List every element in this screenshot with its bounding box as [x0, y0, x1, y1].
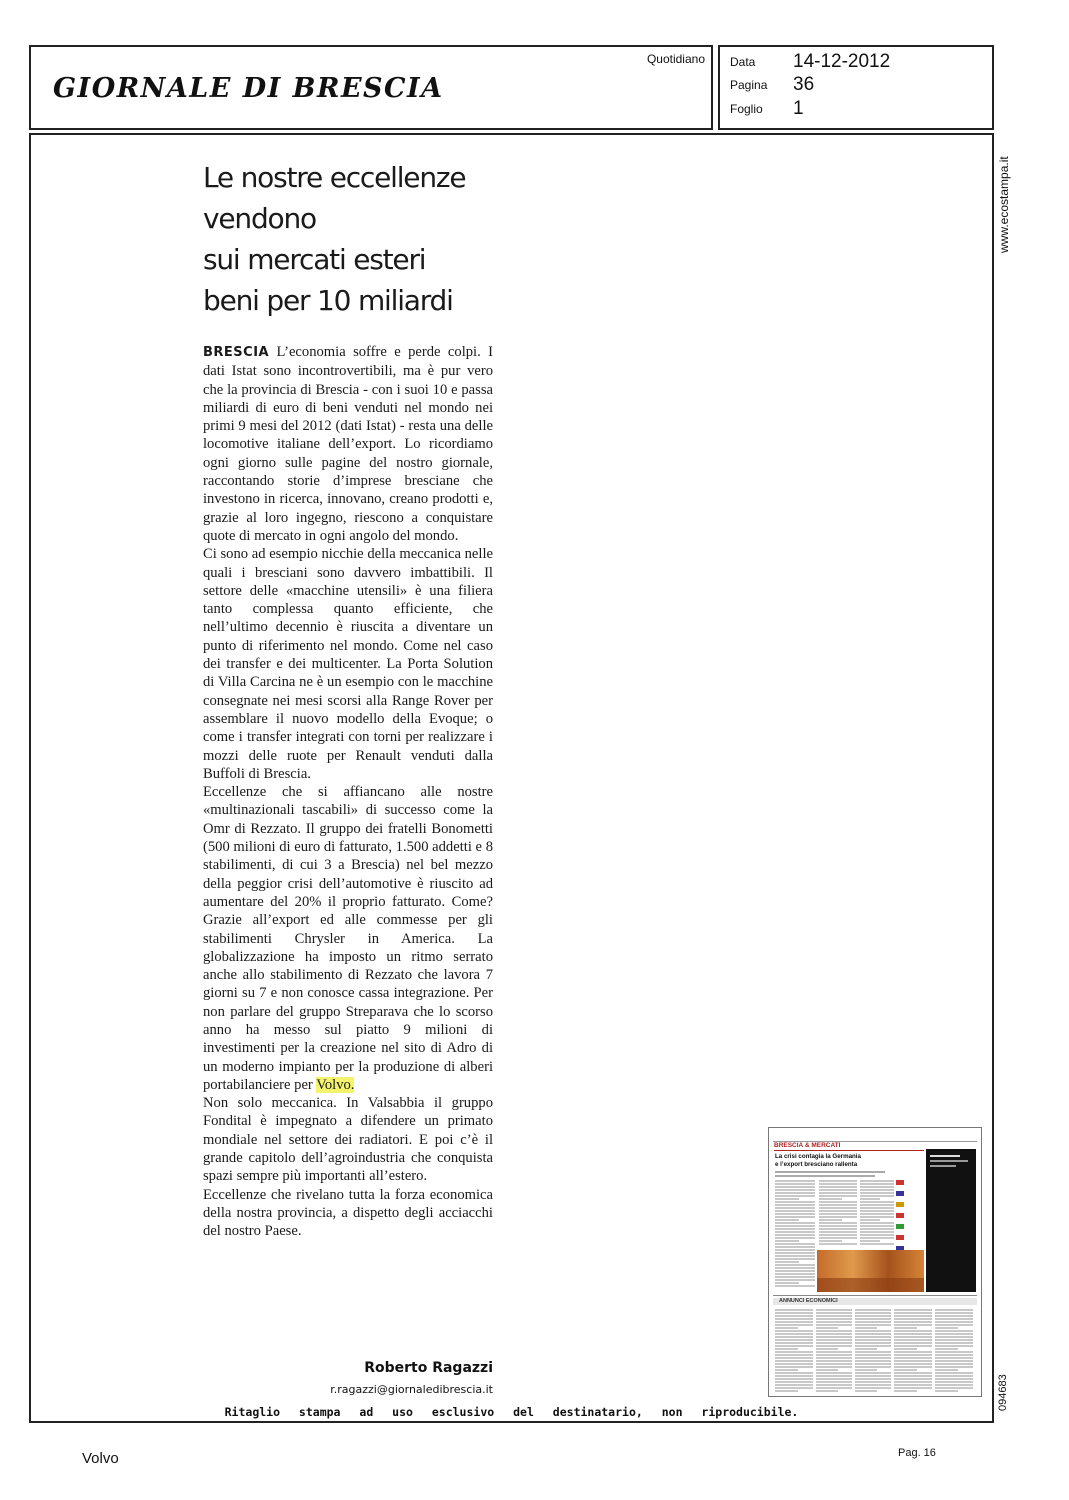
thumb-text-line	[775, 1336, 813, 1338]
thumb-text-line	[816, 1345, 852, 1347]
thumb-text-line	[775, 1345, 813, 1347]
thumb-text-line	[816, 1372, 852, 1374]
thumb-text-line	[855, 1327, 877, 1329]
thumb-text-line	[855, 1315, 891, 1317]
thumb-text-line	[775, 1339, 813, 1341]
paragraph-1	[203, 343, 493, 545]
thumb-text-line	[816, 1384, 852, 1386]
thumb-text-line	[819, 1192, 857, 1194]
thumb-section-title: BRESCIA & MERCATI	[774, 1142, 841, 1149]
thumb-black-column	[926, 1149, 976, 1292]
thumb-text-line	[819, 1204, 857, 1206]
page-thumbnail	[768, 1127, 982, 1397]
thumb-text-line	[935, 1342, 973, 1344]
keyword-label: Volvo	[82, 1450, 119, 1467]
thumb-text-line	[935, 1333, 973, 1335]
article-body	[203, 343, 493, 1241]
thumb-text-line	[775, 1369, 798, 1371]
thumb-text-line	[775, 1249, 815, 1251]
thumb-flags-list	[896, 1180, 924, 1252]
thumb-text-line	[935, 1339, 973, 1341]
thumb-text-line	[855, 1390, 877, 1392]
thumb-text-line	[775, 1279, 815, 1281]
thumb-text-line	[935, 1369, 958, 1371]
thumb-text-line	[855, 1378, 891, 1380]
thumb-text-line	[935, 1384, 973, 1386]
thumb-text-line	[855, 1309, 891, 1311]
thumb-text-line	[775, 1273, 815, 1275]
thumb-subtitle	[775, 1175, 875, 1177]
thumb-text-line	[775, 1255, 815, 1257]
thumb-text-line	[894, 1324, 932, 1326]
thumb-text-line	[860, 1195, 894, 1197]
thumb-text-line	[935, 1375, 973, 1377]
author-email: r.ragazzi@giornaledibrescia.it	[330, 1383, 493, 1396]
thumb-text-line	[816, 1375, 852, 1377]
thumb-text-line	[819, 1186, 857, 1188]
thumb-text-line	[775, 1360, 813, 1362]
thumb-text-line	[819, 1219, 842, 1221]
thumb-text-line	[775, 1192, 815, 1194]
dateline: BRESCIA	[203, 345, 270, 360]
thumb-text-line	[860, 1210, 894, 1212]
ecostampa-label	[995, 145, 1015, 255]
thumb-text-line	[775, 1318, 813, 1320]
thumb-text-line	[855, 1357, 891, 1359]
thumb-text-line	[894, 1378, 932, 1380]
thumb-text-line	[775, 1351, 813, 1353]
thumb-text-line	[819, 1216, 857, 1218]
paragraph-1-text: L’economia soffre e perde colpi. I dati Istat sono incontrovertibili, ma è pur vero che la provincia di Brescia - con i suoi 10 e passa miliardi di euro di beni venduti nel mondo nei primi 9 mesi del 2012 (dati Istat) - resta una delle locomotive italiane dell’export. Lo ricordiamo ogni giorno sulle pagine del nostro giornale, raccontando storie d’imprese bresciane che investono in ricerca, innovano, creano prodotti e, grazie al loro ingegno, riescono a conquistare quote di mercato in ogni angolo del mondo.	[203, 344, 494, 544]
thumb-text-line	[816, 1312, 852, 1314]
thumb-text-line	[775, 1261, 799, 1263]
thumb-text-line	[816, 1339, 852, 1341]
paragraph-3	[203, 783, 493, 1094]
thumb-text-line	[935, 1309, 973, 1311]
thumb-header-bar	[773, 1132, 977, 1142]
thumb-text-line	[775, 1237, 815, 1239]
thumb-text-line	[935, 1360, 973, 1362]
thumb-text-line	[775, 1384, 813, 1386]
thumb-text-line	[775, 1222, 815, 1224]
thumb-text-line	[935, 1366, 973, 1368]
thumb-text-line	[860, 1189, 894, 1191]
thumb-text-line	[860, 1180, 894, 1182]
thumb-text-line	[855, 1363, 891, 1365]
thumb-text-line	[816, 1327, 838, 1329]
thumb-text-line	[894, 1357, 932, 1359]
thumb-text-line	[855, 1330, 891, 1332]
thumb-text-line	[894, 1384, 932, 1386]
thumb-text-line	[855, 1318, 891, 1320]
thumb-text-line	[775, 1282, 799, 1284]
thumb-text-line	[816, 1354, 852, 1356]
thumb-text-line	[935, 1312, 973, 1314]
thumb-text-line	[935, 1354, 973, 1356]
thumb-text-line	[816, 1315, 852, 1317]
thumb-text-line	[935, 1378, 973, 1380]
thumb-text-line	[775, 1264, 815, 1266]
thumb-text-line	[775, 1246, 815, 1248]
thumb-text-line	[855, 1336, 891, 1338]
author-name: Roberto Ragazzi	[364, 1360, 493, 1376]
thumb-text-line	[775, 1204, 815, 1206]
thumb-text-line	[775, 1276, 815, 1278]
copyright-notice: Ritaglio stampa ad uso esclusivo del destinatario, non riproducibile.	[224, 1405, 799, 1419]
thumb-text-line	[819, 1183, 857, 1185]
thumb-text-line	[894, 1390, 917, 1392]
headline	[203, 157, 523, 321]
thumb-text-line	[935, 1351, 973, 1353]
thumb-text-line	[819, 1234, 857, 1236]
thumb-text-line	[816, 1363, 852, 1365]
thumb-text-line	[775, 1354, 813, 1356]
thumb-text-line	[894, 1366, 932, 1368]
thumb-text-line	[855, 1372, 891, 1374]
thumb-text-line	[775, 1366, 813, 1368]
thumb-text-line	[894, 1309, 932, 1311]
headline-line: Le nostre eccellenze	[203, 161, 466, 194]
thumb-text-line	[894, 1360, 932, 1362]
thumb-text-line	[775, 1225, 815, 1227]
thumb-text-line	[816, 1330, 852, 1332]
flag-icon	[896, 1235, 904, 1240]
thumb-text-line	[775, 1228, 815, 1230]
thumb-text-line	[816, 1336, 852, 1338]
date-box	[718, 45, 994, 130]
thumb-text-line	[935, 1324, 973, 1326]
thumb-text-line	[855, 1360, 891, 1362]
thumb-text-line	[819, 1237, 857, 1239]
headline-line: sui mercati esteri	[203, 243, 426, 276]
thumb-text-line	[819, 1213, 857, 1215]
thumb-headline-1: La crisi contagia la Germania	[775, 1153, 861, 1160]
thumb-text-line	[816, 1351, 852, 1353]
thumb-text-line	[935, 1387, 973, 1389]
thumb-text-line	[860, 1207, 894, 1209]
thumb-text-line	[860, 1198, 880, 1200]
flag-icon	[896, 1202, 904, 1207]
thumb-text-line	[935, 1321, 973, 1323]
thumb-text-line	[775, 1387, 813, 1389]
thumb-text-line	[775, 1312, 813, 1314]
publication-type: Quotidiano	[646, 52, 705, 66]
thumb-text-line	[775, 1216, 815, 1218]
thumb-text-line	[819, 1195, 857, 1197]
thumb-text-line	[894, 1351, 932, 1353]
thumb-text-line	[819, 1189, 857, 1191]
flag-icon	[896, 1180, 904, 1185]
thumb-text-line	[894, 1315, 932, 1317]
flag-icon	[896, 1213, 904, 1218]
thumb-text-line	[894, 1369, 917, 1371]
thumb-text-line	[935, 1363, 973, 1365]
sheet-value: 1	[793, 98, 804, 119]
page-number: Pag. 16	[898, 1447, 936, 1459]
thumb-text-line	[935, 1390, 958, 1392]
thumb-text-line	[894, 1354, 932, 1356]
thumb-text-line	[935, 1315, 973, 1317]
thumb-text-line	[860, 1222, 894, 1224]
thumb-text-line	[860, 1216, 894, 1218]
date-value: 14-12-2012	[793, 51, 891, 72]
thumb-text-line	[860, 1228, 894, 1230]
thumb-text-line	[816, 1324, 852, 1326]
thumb-text-line	[775, 1195, 815, 1197]
thumb-text-line	[819, 1207, 857, 1209]
highlighted-keyword: Volvo.	[316, 1076, 355, 1093]
thumb-text-line	[819, 1240, 842, 1242]
thumb-text-line	[775, 1213, 815, 1215]
thumb-text-line	[775, 1342, 813, 1344]
thumb-text-line	[894, 1318, 932, 1320]
thumb-text-line	[935, 1381, 973, 1383]
thumb-headline-2: e l’export bresciano rallenta	[775, 1161, 858, 1168]
thumb-text-line	[775, 1390, 798, 1392]
thumb-text-line	[819, 1210, 857, 1212]
newspaper-name: GIORNALE DI BRESCIA	[53, 73, 444, 104]
thumb-text-line	[775, 1324, 813, 1326]
thumb-text-line	[860, 1192, 894, 1194]
thumb-text-line	[775, 1330, 813, 1332]
thumb-text-line	[775, 1333, 813, 1335]
thumb-text-line	[860, 1219, 880, 1221]
flag-icon	[896, 1224, 904, 1229]
thumb-text-line	[819, 1228, 857, 1230]
thumb-text-line	[894, 1345, 932, 1347]
thumb-text-line	[860, 1204, 894, 1206]
thumb-ads-title: ANNUNCI ECONOMICI	[779, 1298, 838, 1304]
thumb-text-line	[775, 1375, 813, 1377]
thumb-text-line	[816, 1381, 852, 1383]
clip-code-text: 094683	[997, 1374, 1009, 1411]
clip-code	[995, 1365, 1015, 1413]
thumb-text-line	[855, 1324, 891, 1326]
thumb-text-line	[816, 1357, 852, 1359]
thumb-text-line	[816, 1348, 838, 1350]
thumb-text-line	[775, 1327, 798, 1329]
thumb-text-line	[855, 1366, 891, 1368]
thumb-subtitle	[775, 1171, 885, 1173]
thumb-text-line	[860, 1186, 894, 1188]
thumb-text-line	[819, 1231, 857, 1233]
thumb-text-line	[855, 1381, 891, 1383]
thumb-text-line	[775, 1363, 813, 1365]
thumb-text-line	[775, 1198, 799, 1200]
thumb-text-line	[816, 1378, 852, 1380]
thumb-text-line	[775, 1357, 813, 1359]
thumb-text-line	[775, 1267, 815, 1269]
thumb-text-line	[894, 1339, 932, 1341]
thumb-text-line	[775, 1207, 815, 1209]
thumb-text-line	[816, 1342, 852, 1344]
thumb-text-line	[894, 1327, 917, 1329]
thumb-text-line	[935, 1327, 958, 1329]
thumb-text-line	[775, 1201, 815, 1203]
thumb-text-line	[855, 1348, 877, 1350]
thumb-text-line	[855, 1339, 891, 1341]
thumb-text-line	[855, 1321, 891, 1323]
sheet-label: Foglio	[730, 102, 763, 116]
thumb-text-line	[775, 1180, 815, 1182]
thumb-text-line	[860, 1213, 894, 1215]
thumb-text-line	[775, 1210, 815, 1212]
website-text: www.ecostampa.it	[997, 156, 1011, 253]
thumb-text-line	[855, 1369, 877, 1371]
thumb-text-line	[816, 1366, 852, 1368]
thumb-text-line	[775, 1285, 815, 1287]
thumb-text-line	[775, 1315, 813, 1317]
thumb-text-line	[775, 1270, 815, 1272]
thumb-text-line	[894, 1336, 932, 1338]
thumb-text-line	[816, 1309, 852, 1311]
thumb-text-line	[860, 1225, 894, 1227]
thumb-text-line	[855, 1333, 891, 1335]
thumb-text-line	[855, 1351, 891, 1353]
paragraph-4: Non solo meccanica. In Valsabbia il gruppo Fondital è impegnato a difendere un primato mondiale nel settore dei radiatori. E poi c’è il grande capitolo dell’agroindustria che conquista spazi sempre più importanti all’estero.	[203, 1095, 493, 1185]
thumb-text-line	[860, 1231, 894, 1233]
thumb-text-line	[935, 1330, 973, 1332]
thumb-column-text	[930, 1160, 968, 1162]
thumb-photo-shade	[817, 1278, 924, 1292]
thumb-text-line	[775, 1234, 815, 1236]
thumb-text-line	[819, 1243, 857, 1245]
thumb-text-line	[775, 1183, 815, 1185]
thumb-column-text	[930, 1165, 956, 1167]
thumb-text-line	[935, 1372, 973, 1374]
thumb-text-line	[855, 1342, 891, 1344]
thumb-section-rule	[774, 1150, 924, 1151]
thumb-text-line	[775, 1240, 799, 1242]
thumb-text-line	[894, 1321, 932, 1323]
thumb-text-line	[775, 1378, 813, 1380]
thumb-text-line	[775, 1348, 798, 1350]
thumb-text-line	[819, 1225, 857, 1227]
thumb-text-line	[935, 1348, 958, 1350]
date-label: Data	[730, 55, 756, 69]
thumb-text-line	[860, 1234, 894, 1236]
thumb-text-line	[894, 1375, 932, 1377]
thumb-text-line	[819, 1180, 857, 1182]
thumb-text-line	[775, 1309, 813, 1311]
paragraph-2: Ci sono ad esempio nicchie della meccanica nelle quali i bresciani sono davvero imbattibili. Il settore delle «macchine utensili» è una filiera tanto complessa quanto efficiente, che nell’ultimo decennio è riuscita a diventare un punto di riferimento nel mondo. Come nel caso dei transfer e dei multicenter. La Porta Solution di Villa Carcina ne è un esempio con le macchine consegnate nei mesi scorsi alla Range Rover per assemblare il nuovo modello della Evoque; o come i transfer integrati con torni per realizzare i mozzi delle ruote per Renault venduti dalla Buffoli di Brescia.	[203, 546, 493, 782]
thumb-text-line	[935, 1318, 973, 1320]
thumb-text-line	[855, 1387, 891, 1389]
thumb-text-line	[855, 1384, 891, 1386]
thumb-text-line	[819, 1201, 857, 1203]
thumb-text-line	[860, 1183, 894, 1185]
thumb-text-line	[819, 1198, 842, 1200]
thumb-text-line	[935, 1345, 973, 1347]
thumb-text-line	[775, 1186, 815, 1188]
thumb-text-line	[819, 1222, 857, 1224]
thumb-divider	[773, 1295, 977, 1296]
thumb-text-line	[935, 1336, 973, 1338]
thumb-text-line	[894, 1312, 932, 1314]
thumb-text-line	[816, 1360, 852, 1362]
paragraph-5: Eccellenze che rivelano tutta la forza economica della nostra provincia, a dispetto degli acciacchi del nostro Paese.	[203, 1186, 493, 1240]
thumb-text-line	[775, 1381, 813, 1383]
thumb-text-line	[775, 1231, 815, 1233]
thumb-text-line	[775, 1258, 815, 1260]
thumb-text-line	[855, 1312, 891, 1314]
thumb-text-line	[775, 1189, 815, 1191]
flag-icon	[896, 1191, 904, 1196]
thumb-text-line	[860, 1240, 880, 1242]
thumb-text-line	[775, 1372, 813, 1374]
thumb-text-line	[894, 1333, 932, 1335]
thumb-text-line	[775, 1252, 815, 1254]
thumb-text-line	[894, 1363, 932, 1365]
thumb-text-line	[775, 1243, 815, 1245]
thumb-text-line	[860, 1237, 894, 1239]
thumb-text-line	[894, 1342, 932, 1344]
thumb-text-line	[855, 1354, 891, 1356]
thumb-text-line	[816, 1318, 852, 1320]
thumb-text-line	[816, 1333, 852, 1335]
thumb-text-line	[935, 1357, 973, 1359]
thumb-text-line	[894, 1372, 932, 1374]
thumb-text-line	[860, 1243, 894, 1245]
thumb-text-line	[894, 1330, 932, 1332]
page-value: 36	[793, 74, 815, 95]
thumb-text-line	[860, 1201, 894, 1203]
headline-line: vendono	[203, 202, 316, 235]
thumb-text-line	[855, 1345, 891, 1347]
masthead	[29, 45, 713, 130]
page-label: Pagina	[730, 78, 768, 92]
thumb-text-line	[816, 1387, 852, 1389]
thumb-text-line	[816, 1390, 838, 1392]
thumb-text-line	[816, 1321, 852, 1323]
thumb-text-line	[775, 1321, 813, 1323]
thumb-text-line	[894, 1381, 932, 1383]
thumb-column-text	[930, 1155, 960, 1157]
thumb-text-line	[775, 1219, 799, 1221]
thumb-text-line	[855, 1375, 891, 1377]
thumb-text-line	[894, 1387, 932, 1389]
paragraph-3-text: Eccellenze che si affiancano alle nostre «multinazionali tascabili» di successo come la Omr di Rezzato. Il gruppo dei fratelli Bonometti (500 milioni di euro di fatturato, 1.500 addetti e 8 stabilimenti, di cui 3 a Brescia) nel bel mezzo della peggior crisi dell’automotive è riuscito ad aumentare del 20% il proprio fatturato. Come? Grazie all’export ed alle commesse per gli stabilimenti Chrysler in America. La globalizzazione ha imposto un ritmo serrato anche allo stabilimento di Rezzato che lavora 7 giorni su 7 e non conosce cassa integrazione. Per non parlare del gruppo Streparava che lo scorso anno ha messo sul piatto 9 milioni di investimenti per la creazione nel sito di Adro di un moderno impianto per la produzione di alberi portabilanciere per	[203, 784, 493, 1093]
thumb-text-line	[894, 1348, 917, 1350]
headline-line: beni per 10 miliardi	[203, 284, 453, 317]
thumb-text-line	[816, 1369, 838, 1371]
